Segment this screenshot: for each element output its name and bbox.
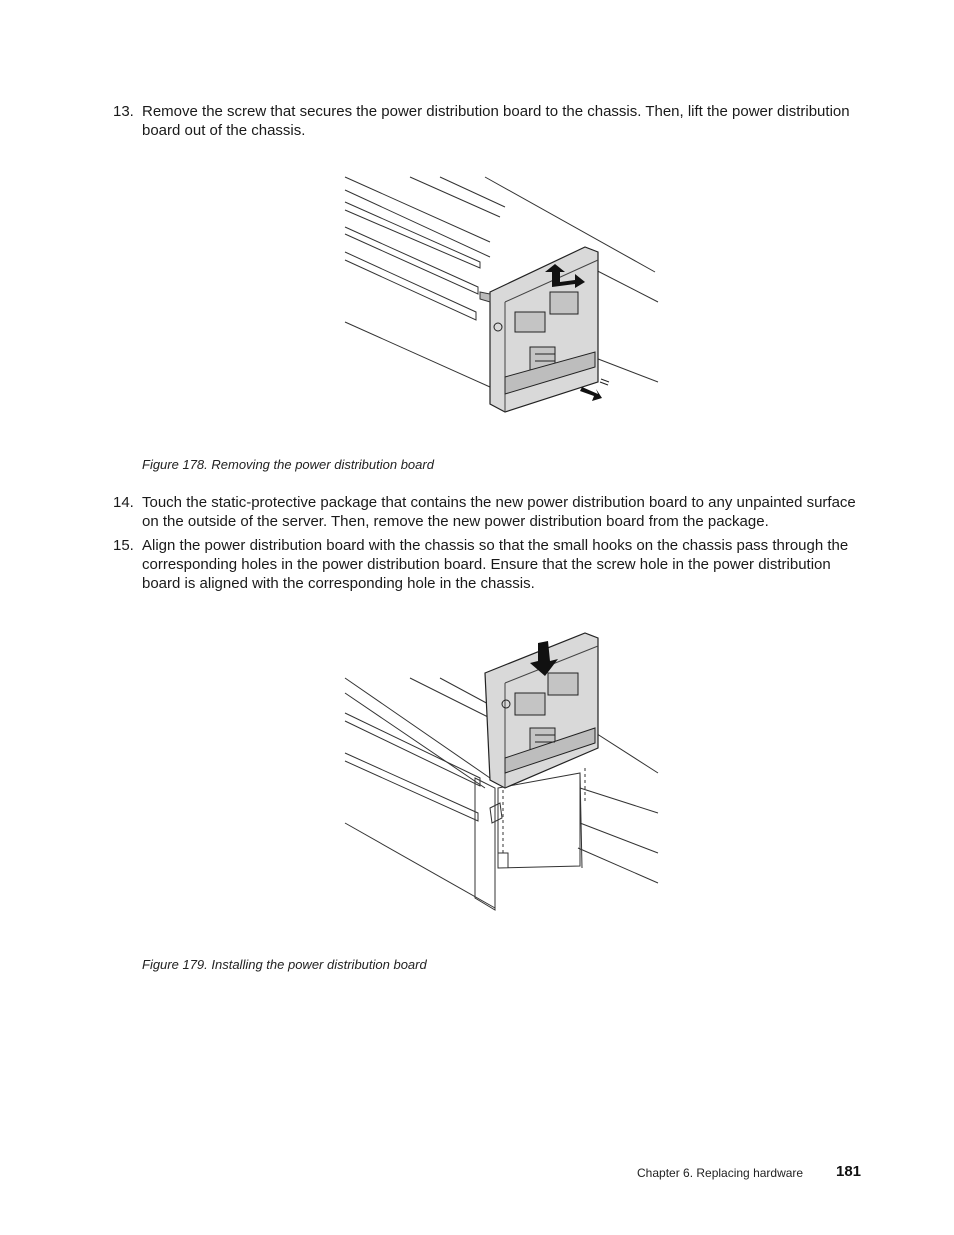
step-text: Align the power distribution board with the chassis so that the small hooks on the chassis pass through the corresponding holes in the power distribution board. Ensure that the screw hole in the power distribution board is aligned with the corresponding hole in the chassis.	[142, 537, 849, 592]
step-number: 15.	[113, 537, 134, 554]
figure-179-caption: Figure 179. Installing the power distribution board	[142, 957, 427, 972]
figure-179-illustration	[340, 628, 665, 918]
step-number: 14.	[113, 494, 134, 511]
footer-chapter-title: Chapter 6. Replacing hardware	[637, 1166, 804, 1180]
step-text: Touch the static-protective package that contains the new power distribution board to any unpainted surface on the outside of the server. Then, remove the new power distribution board from the package.	[142, 494, 856, 530]
page-number: 181	[836, 1163, 862, 1180]
figure-178-caption: Figure 178. Removing the power distribution board	[142, 457, 434, 472]
step-number: 13.	[113, 103, 134, 120]
step-text: Remove the screw that secures the power distribution board to the chassis. Then, lift the power distribution board out of the chassis.	[142, 103, 850, 139]
figure-178-illustration	[340, 172, 665, 417]
